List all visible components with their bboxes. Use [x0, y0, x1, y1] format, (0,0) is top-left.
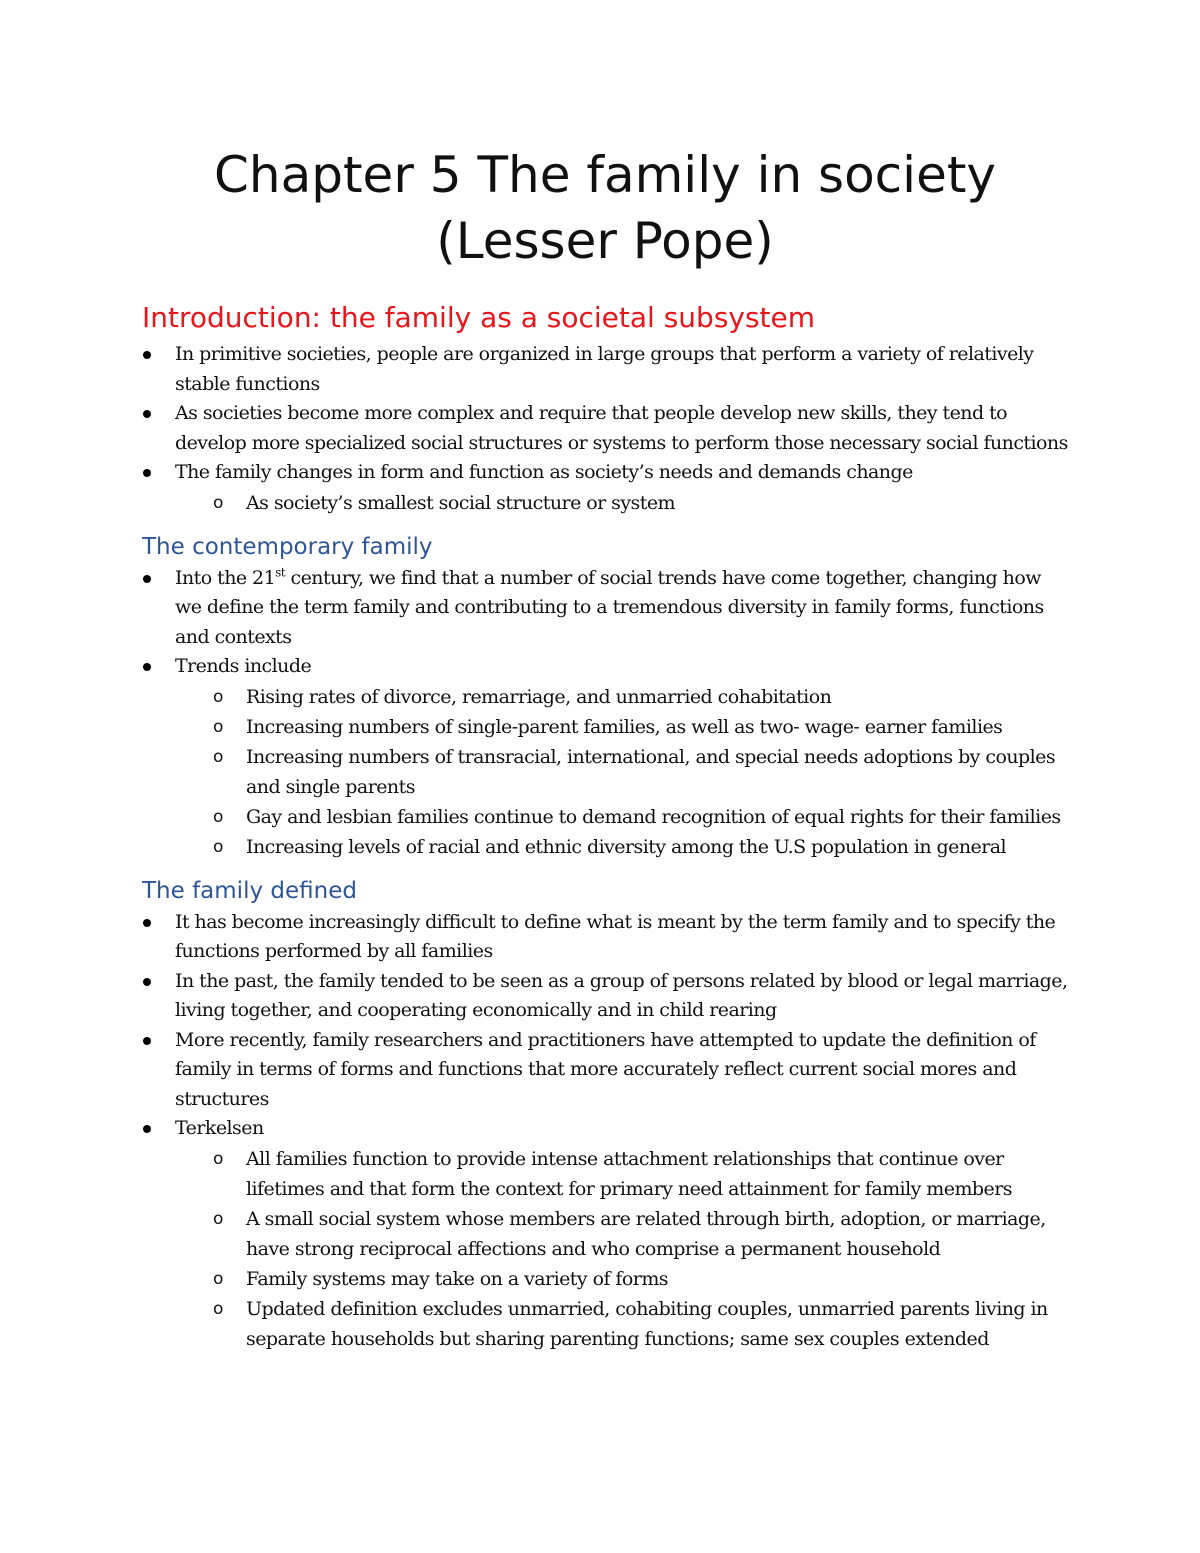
sub-list-item: o Gay and lesbian families continue to demand recognition of equal rights for their families	[140, 802, 1070, 832]
bullet-list-family-defined	[140, 908, 1070, 1354]
list-item: In primitive societies, people are organized in large groups that perform a variety of relatively stable functions	[140, 340, 1070, 399]
sub-list-item: o As society’s smallest social structure or system	[140, 488, 1070, 518]
title-line-1: Chapter 5 The family in society	[213, 146, 997, 204]
open-bullet-icon: o	[213, 1268, 223, 1289]
list-item: Terkelsen	[140, 1114, 1070, 1144]
section-heading-introduction: Introduction: the family as a societal subsystem	[142, 301, 816, 334]
open-bullet-icon: o	[213, 1148, 223, 1169]
sub-list-item: o Rising rates of divorce, remarriage, and unmarried cohabitation	[140, 682, 1070, 712]
open-bullet-icon: o	[213, 806, 223, 827]
open-bullet-icon: o	[213, 1298, 223, 1319]
open-bullet-icon: o	[213, 492, 223, 513]
bullet-icon	[143, 410, 151, 418]
title-line-2: (Lesser Pope)	[436, 212, 774, 270]
list-item: As societies become more complex and require that people develop new skills, they tend to develop more specialized social structures or systems to perform those necessary social functions	[140, 399, 1070, 458]
sub-list-item: o Updated definition excludes unmarried, cohabiting couples, unmarried parents living in separate households but sharing parenting functions; same sex couples extended	[140, 1294, 1070, 1354]
bullet-list-contemporary-family	[140, 564, 1070, 862]
bullet-icon	[143, 663, 151, 671]
open-bullet-icon: o	[213, 686, 223, 707]
bullet-icon	[143, 575, 151, 583]
bullet-icon	[143, 978, 151, 986]
bullet-icon	[143, 1037, 151, 1045]
list-item: Into the 21st century, we find that a number of social trends have come together, changing how we define the term family and contributing to a tremendous diversity in family forms, functions and contexts	[140, 564, 1070, 653]
list-item: Trends include	[140, 652, 1070, 682]
document-page	[140, 140, 1070, 1354]
bullet-icon	[143, 1125, 151, 1133]
bullet-list-introduction	[140, 340, 1070, 518]
sub-list-item: o Increasing numbers of transracial, international, and special needs adoptions by couples and single parents	[140, 742, 1070, 802]
open-bullet-icon: o	[213, 746, 223, 767]
sub-list-item: o A small social system whose members are related through birth, adoption, or marriage, have strong reciprocal affections and who comprise a permanent household	[140, 1204, 1070, 1264]
open-bullet-icon: o	[213, 1208, 223, 1229]
section-heading-family-defined: The family defined	[142, 877, 357, 904]
sub-list-item: o Increasing numbers of single-parent families, as well as two- wage- earner families	[140, 712, 1070, 742]
list-item: It has become increasingly difficult to define what is meant by the term family and to specify the functions performed by all families	[140, 908, 1070, 967]
document-title	[140, 140, 1070, 274]
section-heading-contemporary-family: The contemporary family	[142, 533, 433, 560]
sub-list-item: o Increasing levels of racial and ethnic diversity among the U.S population in general	[140, 832, 1070, 862]
list-item: In the past, the family tended to be seen as a group of persons related by blood or legal marriage, living together, and cooperating economically and in child rearing	[140, 967, 1070, 1026]
sub-list-item: o Family systems may take on a variety of forms	[140, 1264, 1070, 1294]
list-item: The family changes in form and function as society’s needs and demands change	[140, 458, 1070, 488]
bullet-icon	[143, 469, 151, 477]
open-bullet-icon: o	[213, 716, 223, 737]
sub-list-item: o All families function to provide intense attachment relationships that continue over lifetimes and that form the context for primary need attainment for family members	[140, 1144, 1070, 1204]
bullet-icon	[143, 351, 151, 359]
open-bullet-icon: o	[213, 836, 223, 857]
bullet-icon	[143, 919, 151, 927]
list-item: More recently, family researchers and practitioners have attempted to update the definition of family in terms of forms and functions that more accurately reflect current social mores and structures	[140, 1026, 1070, 1115]
